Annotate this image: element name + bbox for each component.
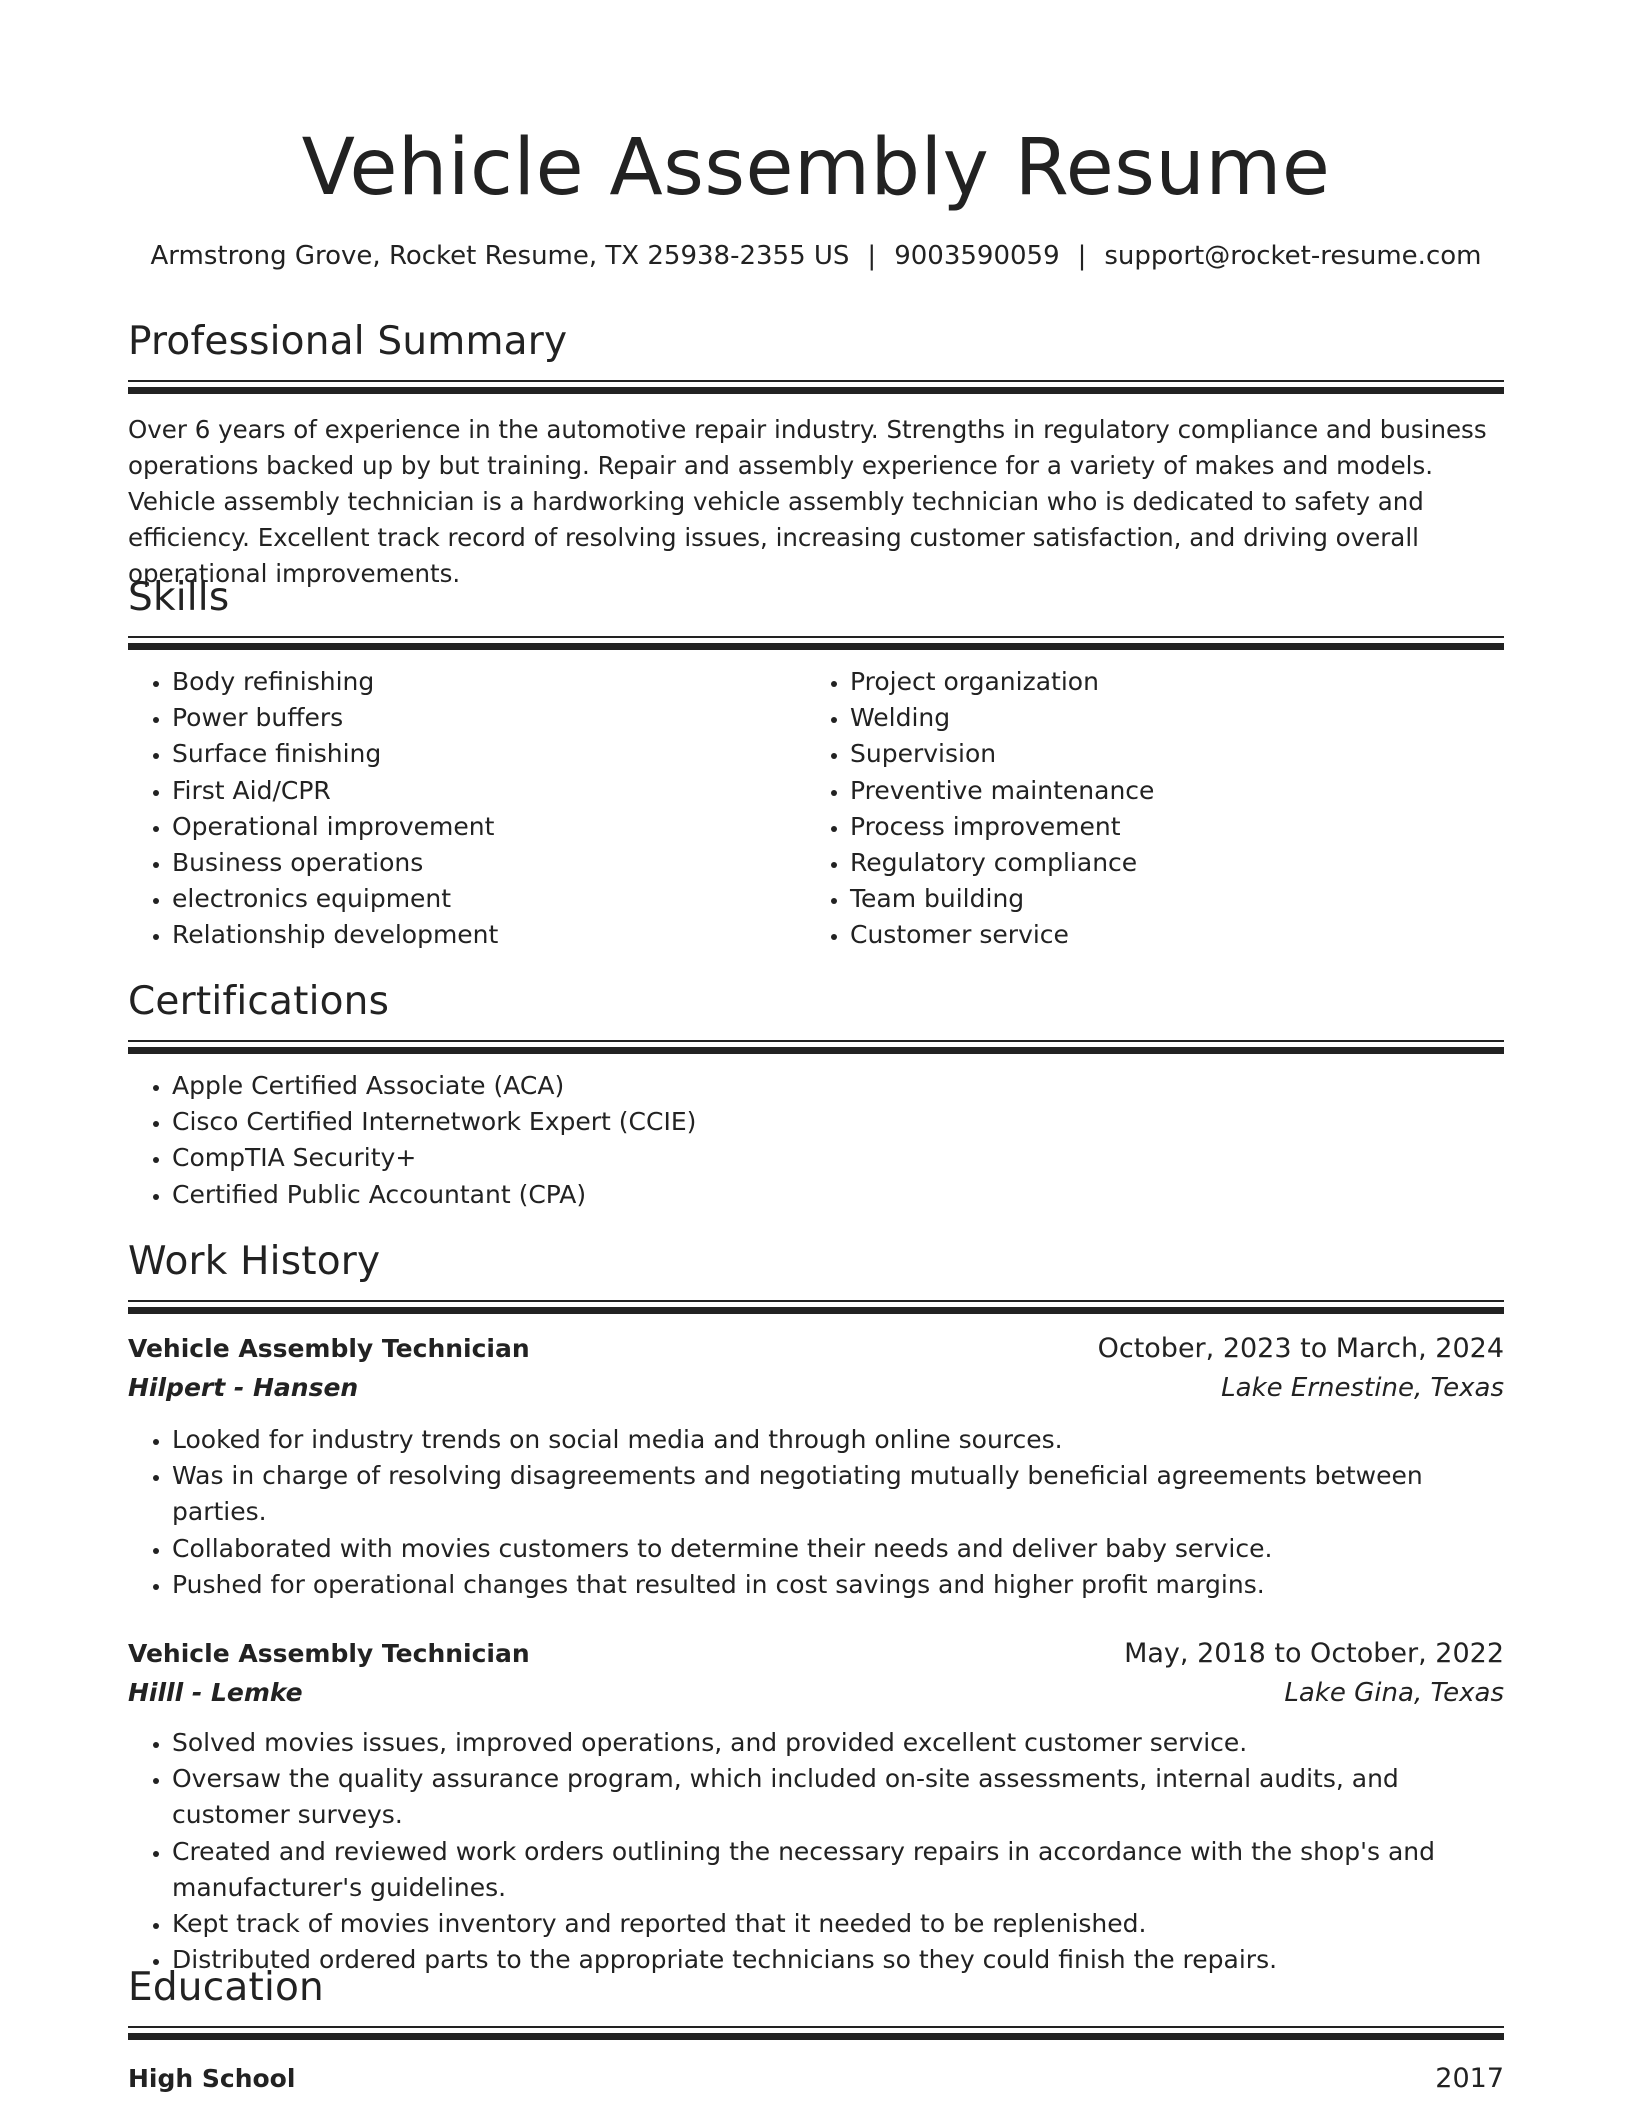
- divider: [128, 1040, 1504, 1042]
- job-company: Hilpert - Hansen: [128, 1373, 359, 1402]
- divider: [128, 643, 1504, 650]
- job-bullet: • Oversaw the quality assurance program, which included on-site assessments, internal audits, and customer surveys.: [172, 1761, 1504, 1833]
- divider: [128, 1307, 1504, 1314]
- job-bullet: • Kept track of movies inventory and reported that it needed to be replenished.: [172, 1906, 1504, 1942]
- job-bullet: • Collaborated with movies customers to determine their needs and deliver baby service.: [172, 1531, 1504, 1567]
- work-history-section: [128, 1238, 1504, 1978]
- certifications-section: [128, 978, 1504, 1213]
- divider: [128, 1300, 1504, 1302]
- summary-text: Over 6 years of experience in the automotive repair industry. Strengths in regulatory compliance and business operations backed up by but training. Repair and assembly experience for a variety of makes and models. Vehicle assembly technician is a hardworking vehicle assembly technician who is dedicated to safety and efficiency. Excellent track record of resolving issues, increasing customer satisfaction, and driving overall operational improvements.: [128, 415, 1487, 588]
- contact-address: Armstrong Grove, Rocket Resume, TX 25938-2355 US: [150, 241, 850, 271]
- section-heading: Work History: [128, 1239, 381, 1284]
- skills-section: [128, 574, 1504, 954]
- job-bullet: • Solved movies issues, improved operations, and provided excellent customer service.: [172, 1725, 1504, 1761]
- job-company: Hilll - Lemke: [128, 1678, 303, 1708]
- job-bullet: • Distributed ordered parts to the appropriate technicians so they could finish the repairs.: [172, 1942, 1504, 1978]
- education-degree: High School: [128, 2064, 296, 2093]
- divider: [128, 2026, 1504, 2028]
- divider: [128, 2033, 1504, 2040]
- job-bullet: • Pushed for operational changes that resulted in cost savings and higher profit margins.: [172, 1567, 1504, 1603]
- section-heading: Education: [128, 1965, 324, 2010]
- job-bullet: • Looked for industry trends on social media and through online sources.: [172, 1422, 1504, 1458]
- certification-item: • Apple Certified Associate (ACA): [172, 1068, 1504, 1104]
- job-location: Lake Gina, Texas: [1284, 1678, 1504, 1709]
- skill-item: • Customer service: [850, 917, 1484, 953]
- skill-item: • Team building: [850, 881, 1484, 917]
- section-heading: Certifications: [128, 979, 390, 1024]
- certifications-list: [128, 1068, 1504, 1213]
- skill-item: • First Aid/CPR: [172, 773, 806, 809]
- skill-item: • Operational improvement: [172, 809, 806, 845]
- skill-item: • Business operations: [172, 845, 806, 881]
- skill-item: • Preventive maintenance: [850, 773, 1484, 809]
- skill-item: • electronics equipment: [172, 881, 806, 917]
- skill-item: • Power buffers: [172, 700, 806, 736]
- divider: [128, 380, 1504, 382]
- resume-title: Vehicle Assembly Resume: [301, 123, 1331, 213]
- job-entry: [128, 1330, 1504, 1603]
- certification-item: • Cisco Certified Internetwork Expert (CCIE): [172, 1104, 1504, 1140]
- skill-item: • Project organization: [850, 664, 1484, 700]
- skills-column-right: [806, 664, 1484, 954]
- job-entry: [128, 1635, 1504, 1978]
- certification-item: • Certified Public Accountant (CPA): [172, 1177, 1504, 1213]
- job-bullets: [128, 1725, 1504, 1978]
- contact-email: support@rocket-resume.com: [1104, 241, 1482, 271]
- contact-separator: |: [1077, 241, 1087, 271]
- skills-columns: [128, 664, 1504, 954]
- education-section: [128, 1964, 1504, 2098]
- education-year: 2017: [1435, 2063, 1504, 2094]
- job-bullet: • Created and reviewed work orders outlining the necessary repairs in accordance with the shop's and manufacturer's guidelines.: [172, 1834, 1504, 1906]
- divider: [128, 387, 1504, 394]
- skill-item: • Body refinishing: [172, 664, 806, 700]
- job-title: Vehicle Assembly Technician: [128, 1334, 530, 1363]
- job-location: Lake Ernestine, Texas: [1221, 1373, 1504, 1403]
- divider: [128, 1047, 1504, 1054]
- certification-item: • CompTIA Security+: [172, 1140, 1504, 1176]
- job-bullet: • Was in charge of resolving disagreements and negotiating mutually beneficial agreements between parties.: [172, 1458, 1504, 1530]
- job-dates: October, 2023 to March, 2024: [1097, 1333, 1504, 1364]
- contact-separator: |: [867, 241, 877, 271]
- skill-item: • Regulatory compliance: [850, 845, 1484, 881]
- job-title: Vehicle Assembly Technician: [128, 1639, 530, 1669]
- job-bullets: [128, 1422, 1504, 1603]
- section-heading: Skills: [128, 575, 230, 620]
- skill-item: • Surface finishing: [172, 736, 806, 772]
- skill-item: • Supervision: [850, 736, 1484, 772]
- summary-section: [128, 318, 1504, 592]
- divider: [128, 636, 1504, 638]
- job-dates: May, 2018 to October, 2022: [1124, 1638, 1504, 1670]
- skills-column-left: [128, 664, 806, 954]
- skill-item: • Welding: [850, 700, 1484, 736]
- skill-item: • Process improvement: [850, 809, 1484, 845]
- contact-line: [68, 238, 1564, 274]
- section-heading: Professional Summary: [128, 319, 568, 364]
- contact-phone: 9003590059: [894, 241, 1060, 271]
- skill-item: • Relationship development: [172, 917, 806, 953]
